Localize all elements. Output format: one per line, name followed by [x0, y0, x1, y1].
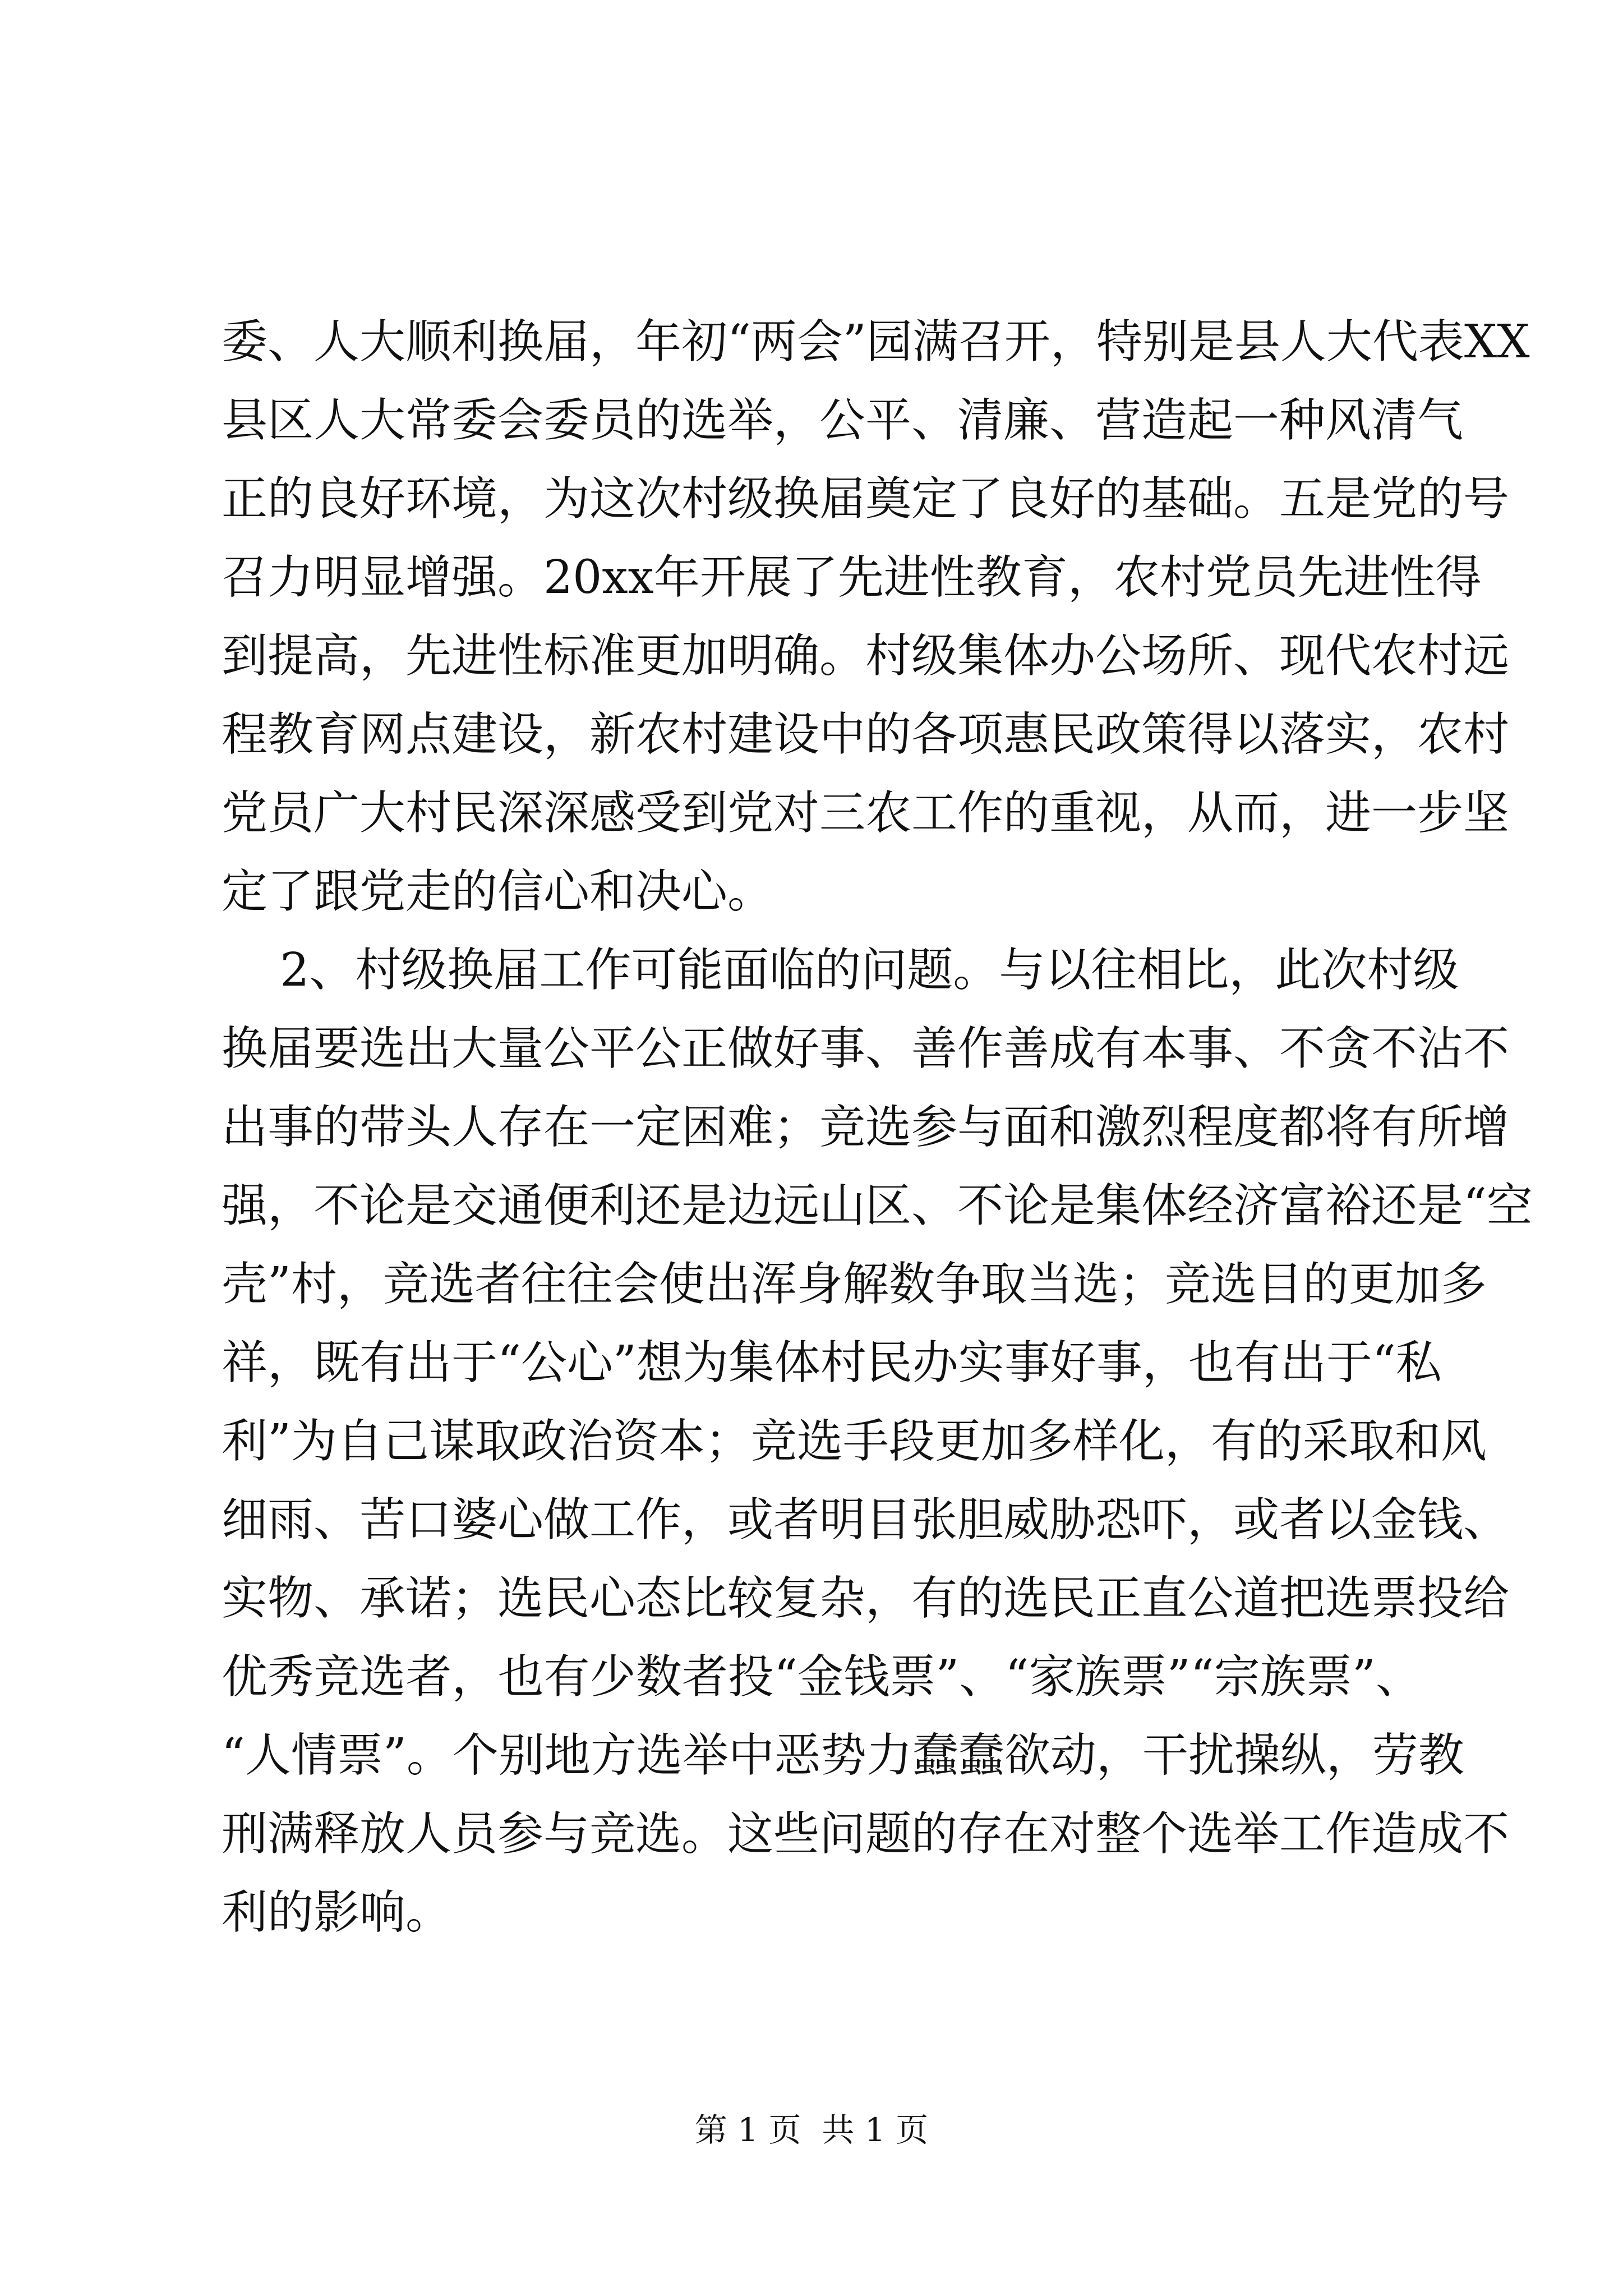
- text-line: 优秀竞选者，也有少数者投“金钱票”、“家族票”“宗族票”、: [222, 1650, 1422, 1704]
- text-line: 刑满释放人员参与竞选。这些问题的存在对整个选举工作造成不: [222, 1807, 1510, 1861]
- page-footer: [0, 2104, 1623, 2151]
- paragraph-2: [222, 931, 1533, 1952]
- text-line: 党员广大村民深深感受到党对三农工作的重视，从而，进一步坚: [222, 786, 1510, 840]
- text-line: 壳”村，竞选者往往会使出浑身解数争取当选；竞选目的更加多: [222, 1258, 1487, 1311]
- text-line: 细雨、苦口婆心做工作，或者明目张胆威胁恐吓，或者以金钱、: [222, 1493, 1510, 1547]
- paragraph-1: [222, 303, 1530, 931]
- page-number: 第 1 页 共 1 页: [694, 2111, 929, 2149]
- text-line: 程教育网点建设，新农村建设中的各项惠民政策得以落实，农村: [222, 708, 1510, 761]
- text-line: 利”为自己谋取政治资本；竞选手段更加多样化，有的采取和风: [222, 1415, 1487, 1468]
- text-line: 正的良好环境，为这次村级换届奠定了良好的基础。五是党的号: [222, 472, 1510, 526]
- text-line: 强，不论是交通便利还是边远山区、不论是集体经济富裕还是“空: [222, 1179, 1533, 1232]
- text-line: 到提高，先进性标准更加明确。村级集体办公场所、现代农村远: [222, 629, 1510, 683]
- text-line: 召力明显增强。20xx年开展了先进性教育，农村党员先进性得: [222, 551, 1482, 604]
- text-line: 出事的带头人存在一定困难；竞选参与面和激烈程度都将有所增: [222, 1101, 1510, 1154]
- text-line: 祥，既有出于“公心”想为集体村民办实事好事，也有出于“私: [222, 1336, 1442, 1389]
- text-line: 2、村级换届工作可能面临的问题。与以往相比，此次村级: [222, 944, 1459, 997]
- document-body: [222, 303, 1533, 1952]
- text-line: 实物、承诺；选民心态比较复杂，有的选民正直公道把选票投给: [222, 1572, 1510, 1625]
- text-line: 利的影响。: [222, 1886, 452, 1939]
- text-line: 委、人大顺利换届，年初“两会”园满召开，特别是县人大代表XX: [222, 315, 1530, 369]
- text-line: 县区人大常委会委员的选举，公平、清廉、营造起一种风清气: [222, 394, 1464, 447]
- text-line: 定了跟党走的信心和决心。: [222, 865, 774, 918]
- text-line: 换届要选出大量公平公正做好事、善作善成有本事、不贪不沾不: [222, 1022, 1510, 1075]
- text-line: “人情票”。个别地方选举中恶势力蠢蠢欲动，干扰操纵，劳教: [222, 1729, 1464, 1782]
